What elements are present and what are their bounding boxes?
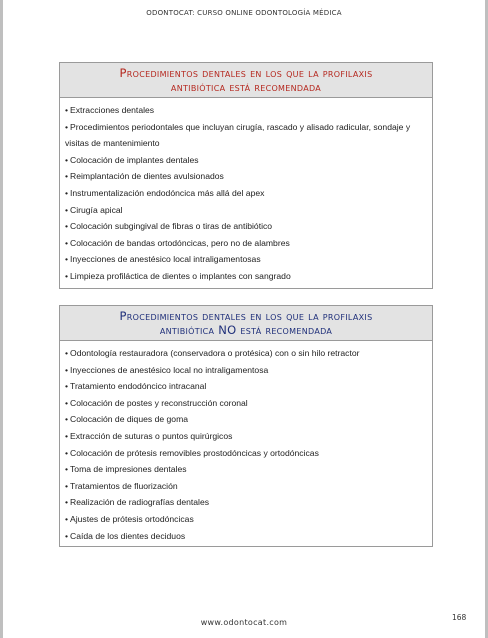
list-item: • Inyecciones de anestésico local intraligamentosas <box>65 254 261 265</box>
not-recommended-box-title <box>60 306 432 341</box>
not-recommended-procedures-box <box>59 305 433 547</box>
list-item: • Colocación subgingival de fibras o tiras de antibiótico <box>65 221 273 232</box>
not-recommended-title-line-2: antibiótica NO está recomendada <box>159 323 333 337</box>
list-item: • Caída de los dientes deciduos <box>65 530 186 541</box>
recommended-title-line-1: Procedimientos dentales en los que la profilaxis <box>119 66 373 80</box>
recommended-box-title <box>60 63 432 98</box>
list-item: • Procedimientos periodontales que incluyan cirugía, rascado y alisado radicular, sondaje y visitas de mantenimiento <box>65 121 411 149</box>
list-item: • Toma de impresiones dentales <box>65 464 187 475</box>
list-item: • Instrumentalización endodóncica más allá del apex <box>65 187 265 198</box>
recommended-list <box>60 98 432 285</box>
list-item: • Ajustes de prótesis ortodóncicas <box>65 513 194 524</box>
recommended-procedures-box <box>59 62 433 289</box>
list-item: • Odontología restauradora (conservadora o protésica) con o sin hilo retractor <box>65 348 360 358</box>
list-item: • Cirugía apical <box>65 204 123 215</box>
page-header: ODONTOCAT: CURSO ONLINE ODONTOLOGÍA MÉDICA <box>146 9 342 17</box>
list-item: • Colocación de postes y reconstrucción coronal <box>65 397 248 408</box>
footer-website-link[interactable]: www.odontocat.com <box>200 618 288 627</box>
list-item: • Limpieza profiláctica de dientes o implantes con sangrado <box>65 270 291 281</box>
document-page <box>3 0 485 638</box>
not-recommended-list <box>60 341 432 544</box>
list-item: • Realización de radiografías dentales <box>65 497 210 508</box>
list-item: • Extracción de suturas o puntos quirúrgicos <box>65 430 233 441</box>
page-number: 168 <box>452 613 467 622</box>
recommended-title-line-2: antibiótica está recomendada <box>170 80 322 94</box>
list-item: • Colocación de implantes dentales <box>65 154 199 165</box>
list-item: • Inyecciones de anestésico local no intraligamentosa <box>65 364 269 375</box>
list-item: • Tratamientos de fluorización <box>65 480 178 491</box>
list-item: • Tratamiento endodóncico intracanal <box>65 381 207 392</box>
list-item: • Reimplantación de dientes avulsionados <box>65 171 224 182</box>
list-item: • Extracciones dentales <box>65 105 155 115</box>
not-recommended-title-line-1: Procedimientos dentales en los que la profilaxis <box>119 309 373 323</box>
list-item: • Colocación de bandas ortodóncicas, pero no de alambres <box>65 237 290 248</box>
list-item: • Colocación de diques de goma <box>65 414 189 425</box>
list-item: • Colocación de prótesis removibles prostodóncicas y ortodóncicas <box>65 447 319 458</box>
